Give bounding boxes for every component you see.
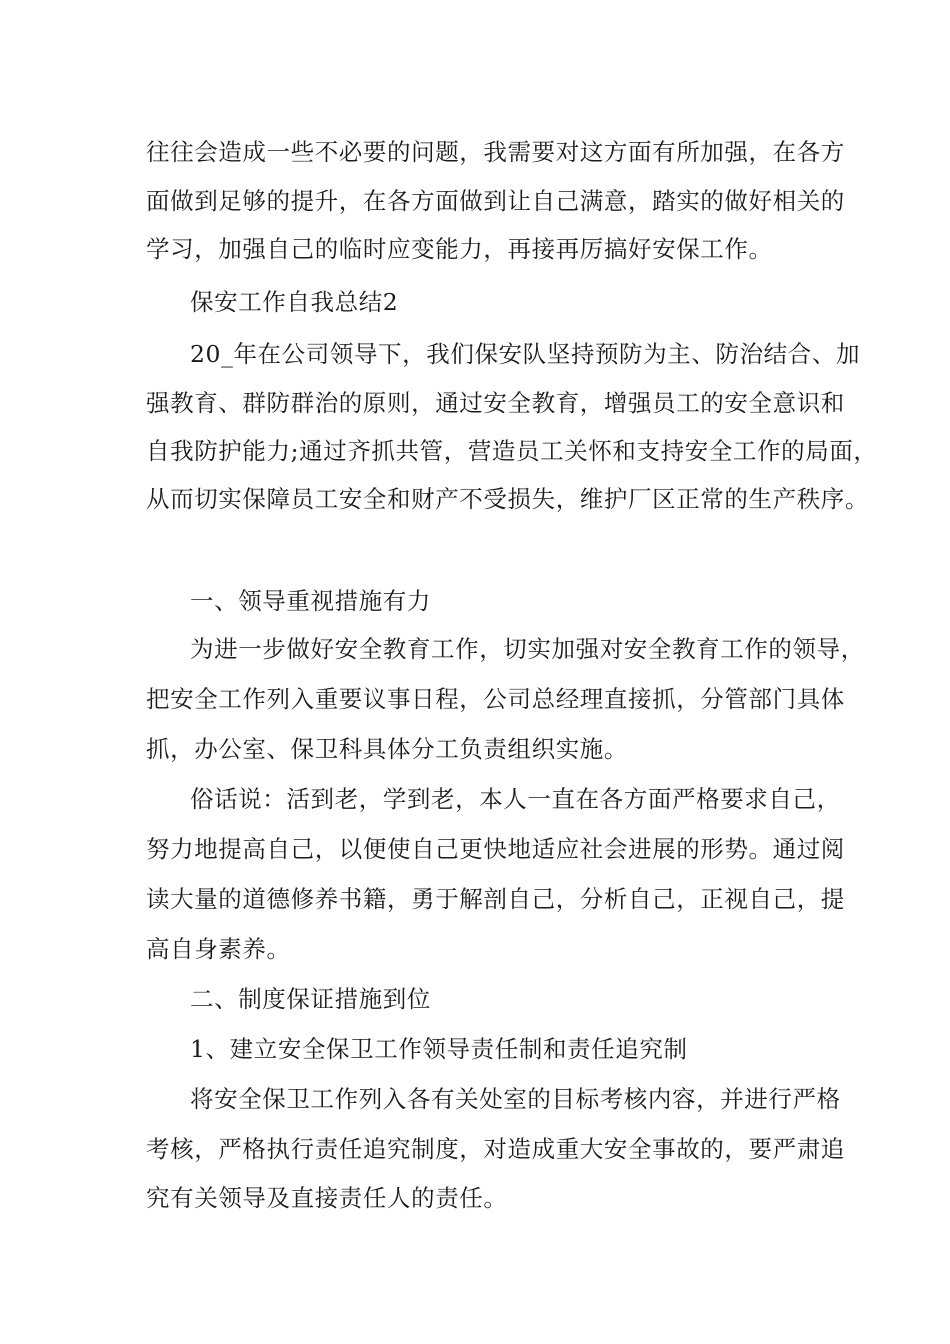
paragraph-line: 把安全工作列入重要议事日程，公司总经理直接抓，分管部门具体 bbox=[146, 685, 845, 713]
paragraph-line: 为进一步做好安全教育工作，切实加强对安全教育工作的领导， bbox=[190, 635, 865, 663]
paragraph-line: 读大量的道德修养书籍，勇于解剖自己，分析自己，正视自己，提 bbox=[146, 885, 845, 913]
section-heading: 二、制度保证措施到位 bbox=[190, 985, 431, 1013]
paragraph-line: 抓，办公室、保卫科具体分工负责组织实施。 bbox=[146, 735, 628, 763]
section-heading: 一、领导重视措施有力 bbox=[190, 587, 431, 615]
paragraph-line: 俗话说：活到老，学到老，本人一直在各方面严格要求自己， bbox=[190, 785, 841, 813]
paragraph-line: 高自身素养。 bbox=[146, 935, 291, 963]
paragraph-line: 学习，加强自己的临时应变能力，再接再厉搞好安保工作。 bbox=[146, 235, 773, 263]
paragraph-line: 往往会造成一些不必要的问题，我需要对这方面有所加强，在各方 bbox=[146, 138, 845, 166]
paragraph-line: 强教育、群防群治的原则，通过安全教育，增强员工的安全意识和 bbox=[146, 389, 845, 417]
paragraph-line: 从而切实保障员工安全和财产不受损失，维护厂区正常的生产秩序。 bbox=[146, 485, 869, 513]
paragraph-line: 究有关领导及直接责任人的责任。 bbox=[146, 1184, 508, 1212]
paragraph-line: 20_年在公司领导下，我们保安队坚持预防为主、防治结合、加 bbox=[190, 340, 861, 368]
paragraph-line: 将安全保卫工作列入各有关处室的目标考核内容，并进行严格 bbox=[190, 1085, 841, 1113]
paragraph-line: 努力地提高自己，以便使自己更快地适应社会进展的形势。通过阅 bbox=[146, 835, 845, 863]
paragraph-line: 自我防护能力;通过齐抓共管，营造员工关怀和支持安全工作的局面， bbox=[146, 437, 878, 465]
paragraph-line: 面做到足够的提升，在各方面做到让自己满意，踏实的做好相关的 bbox=[146, 187, 845, 215]
section-heading: 保安工作自我总结2 bbox=[190, 288, 399, 316]
subsection-heading: 1、建立安全保卫工作领导责任制和责任追究制 bbox=[190, 1035, 688, 1063]
paragraph-line: 考核，严格执行责任追究制度，对造成重大安全事故的，要严肃追 bbox=[146, 1135, 845, 1163]
